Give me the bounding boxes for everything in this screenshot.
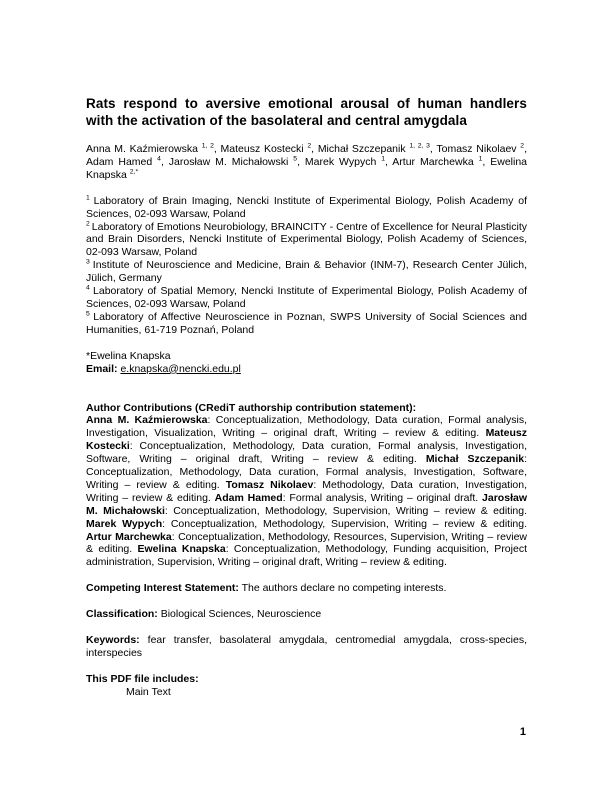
affiliation-1: $^1$ Laboratory of Brain Imaging, Nencki Institute of Experimental Biology, Polish Academy of Sciences, 02-093 Warsaw, Poland [86, 194, 527, 220]
author-list: Anna M. Kaźmierowska $^{1, 2}$, Mateusz Kostecki $^2$, Michał Szczepanik $^{1, 2, 3}$, Tomasz Nikolaev $^2$, Adam Hamed $^4$, Jarosław M. Michałowski $^5$, Marek Wypych $^1$, Artur Marchewka $^1$, Ewelina Knapska $^{2,*}$ [86, 142, 528, 181]
page-number: 1 [519, 726, 526, 738]
correspondence-block [86, 350, 527, 376]
classification-line: Classification: Biological Sciences, Neuroscience [86, 608, 322, 621]
pdf-includes-item: Main Text [126, 685, 171, 698]
author-contributions-text: Anna M. Kaźmierowska: Conceptualization, Methodology, Data curation, Formal analysis, Investigation, Visualization, Writing – original draft, Writing – review & editing. Mateusz Kostecki: Conceptualization, Methodology, Data curation, Formal analysis, Investigation, Software, Writing – original draft, Writing – review & editing. Michał Szczepanik: Conceptualization, Methodology, Data curation, Formal analysis, Investigation, Software, Writing – review & editing. Tomasz Nikolaev: Methodology, Data curation, Investigation, Writing – review & editing. Adam Hamed: Formal analysis, Writing – original draft. Jarosław M. Michałowski: Conceptualization, Methodology, Supervision, Writing – review & editing. Marek Wypych: Conceptualization, Methodology, Supervision, Writing – review & editing. Artur Marchewka: Conceptualization, Methodology, Resources, Supervision, Writing – review & editing. Ewelina Knapska: Conceptualization, Methodology, Funding acquisition, Project administration, Supervision, Writing – original draft, Writing – review & editing. [86, 414, 528, 569]
email-link[interactable]: e.knapska@nencki.edu.pl [120, 362, 241, 375]
affiliation-4: $^4$ Laboratory of Spatial Memory, Nencki Institute of Experimental Biology, Polish Academy of Sciences, 02-093 Warsaw, Poland [86, 284, 527, 310]
paper-title: Rats respond to aversive emotional arousal of human handlers with the activation of the basolateral and central amygdala [86, 96, 527, 128]
affiliation-2: $^2$ Laboratory of Emotions Neurobiology, BRAINCITY - Centre of Excellence for Neural Plasticity and Brain Disorders, Nencki Institute of Experimental Biology, Polish Academy of Sciences, 02-093 Warsaw, Poland [86, 220, 527, 259]
corresponding-author-email-line [86, 363, 527, 376]
corresponding-author-name: *Ewelina Knapska [86, 349, 171, 362]
author-contributions-heading: Author Contributions (CRediT authorship contribution statement): [86, 401, 417, 414]
affiliations-block [86, 195, 527, 337]
affiliation-5: $^5$ Laboratory of Affective Neuroscience in Poznan, SWPS University of Social Sciences and Humanities, 61-719 Poznań, Poland [86, 310, 528, 336]
keywords-line: Keywords: fear transfer, basolateral amygdala, centromedial amygdala, cross-species, interspecies [86, 634, 527, 659]
page-content [86, 96, 527, 699]
email-label: Email: [86, 362, 121, 375]
affiliation-3: $^3$ Institute of Neuroscience and Medicine, Brain & Behavior (INM-7), Research Center Jülich, Jülich, Germany [86, 258, 527, 285]
competing-interest-statement: Competing Interest Statement: The authors declare no competing interests. [86, 582, 447, 595]
pdf-includes-heading: This PDF file includes: [86, 672, 199, 685]
